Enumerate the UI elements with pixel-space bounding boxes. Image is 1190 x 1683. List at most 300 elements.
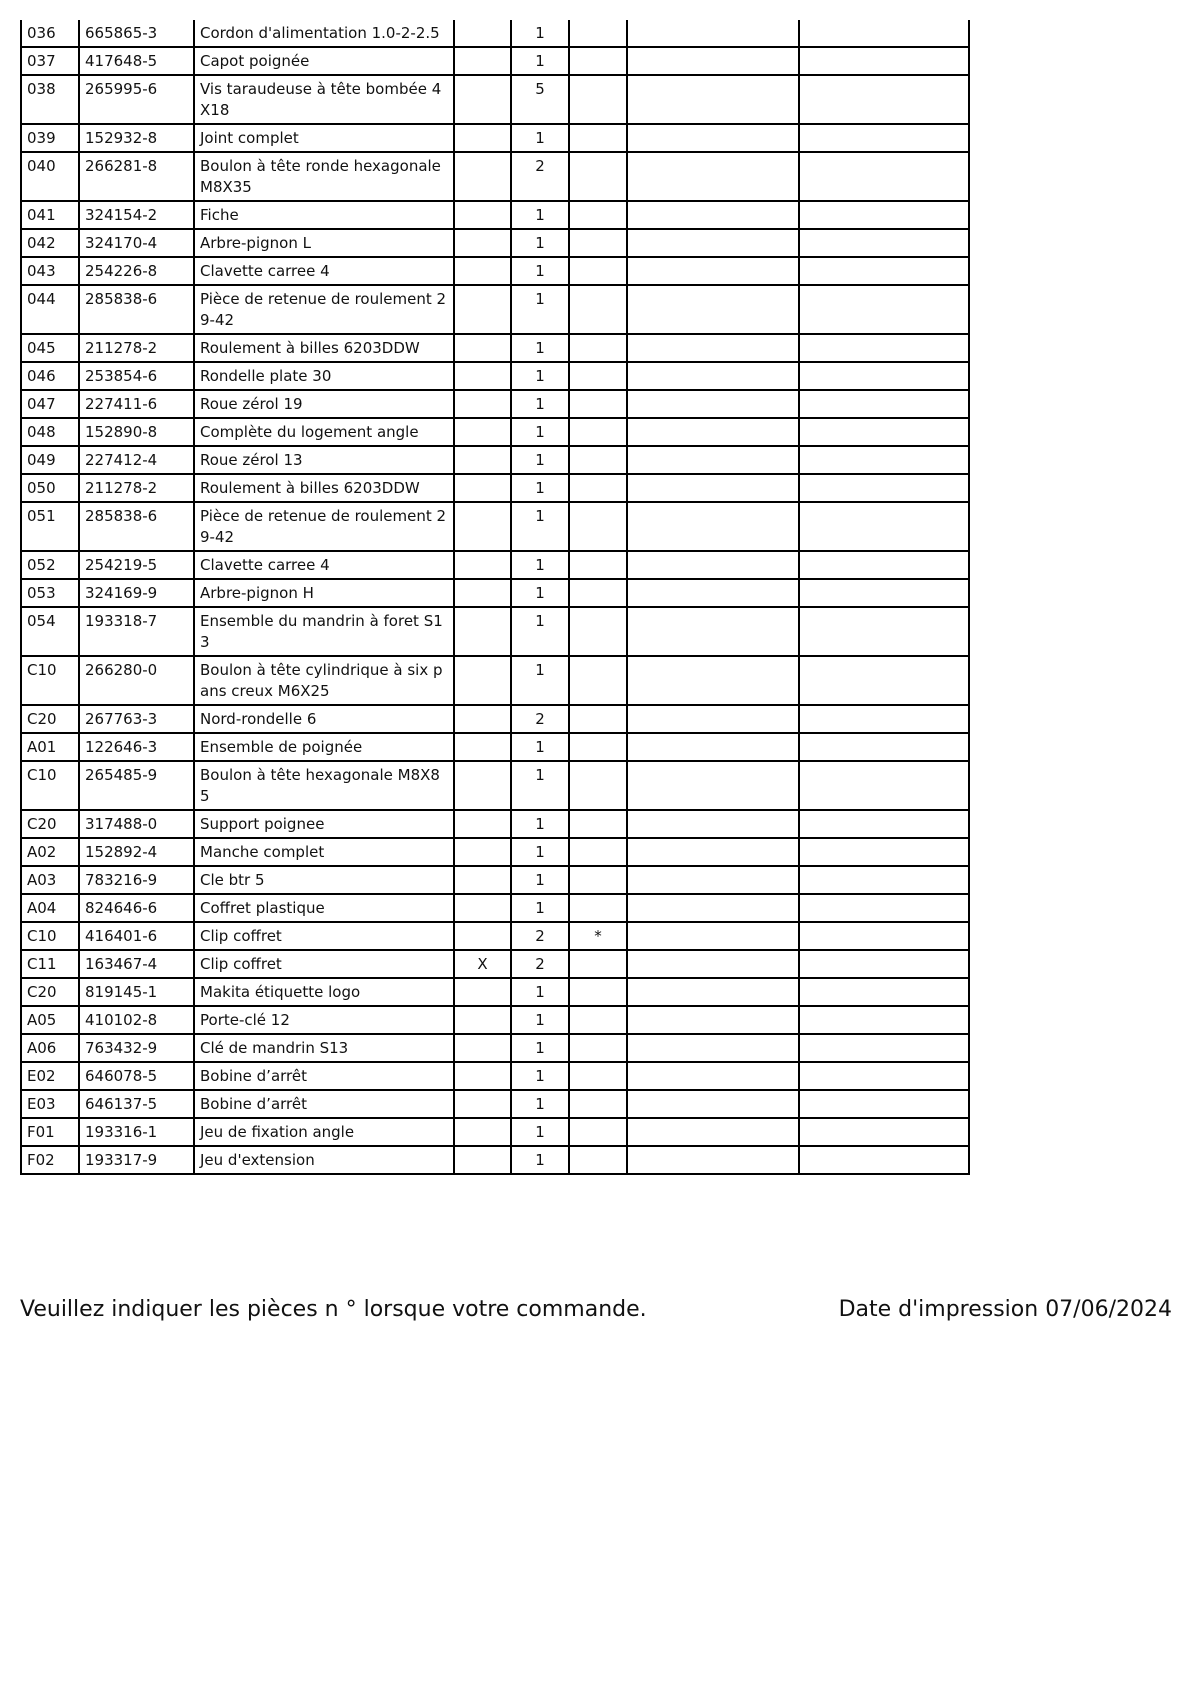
mark-cell (569, 502, 627, 551)
item-number-cell: 045 (21, 334, 79, 362)
table-row (21, 446, 969, 474)
description-cell: Makita étiquette logo (194, 978, 454, 1006)
description-cell: Arbre-pignon H (194, 579, 454, 607)
mark-cell (569, 20, 627, 47)
quantity-cell: 1 (511, 390, 569, 418)
note-cell-2 (799, 810, 969, 838)
table-row (21, 551, 969, 579)
note-cell-2 (799, 922, 969, 950)
table-row (21, 334, 969, 362)
note-cell-1 (627, 1062, 799, 1090)
note-cell-1 (627, 502, 799, 551)
description-cell: Roue zérol 19 (194, 390, 454, 418)
item-number-cell: 052 (21, 551, 79, 579)
part-number-cell: 163467-4 (79, 950, 194, 978)
table-row (21, 761, 969, 810)
description-cell: Vis taraudeuse à tête bombée 4X18 (194, 75, 454, 124)
quantity-cell: 1 (511, 285, 569, 334)
part-number-cell: 266280-0 (79, 656, 194, 705)
mark-cell (569, 418, 627, 446)
description-cell: Porte-clé 12 (194, 1006, 454, 1034)
flag-cell (454, 1062, 511, 1090)
flag-cell (454, 656, 511, 705)
note-cell-1 (627, 838, 799, 866)
quantity-cell: 1 (511, 607, 569, 656)
description-cell: Fiche (194, 201, 454, 229)
part-number-cell: 211278-2 (79, 474, 194, 502)
quantity-cell: 1 (511, 47, 569, 75)
part-number-cell: 152890-8 (79, 418, 194, 446)
flag-cell (454, 1118, 511, 1146)
description-cell: Manche complet (194, 838, 454, 866)
note-cell-1 (627, 201, 799, 229)
description-cell: Clip coffret (194, 950, 454, 978)
flag-cell (454, 362, 511, 390)
item-number-cell: A04 (21, 894, 79, 922)
flag-cell (454, 75, 511, 124)
mark-cell (569, 607, 627, 656)
quantity-cell: 1 (511, 446, 569, 474)
mark-cell (569, 285, 627, 334)
part-number-cell: 265485-9 (79, 761, 194, 810)
flag-cell (454, 47, 511, 75)
note-cell-1 (627, 1118, 799, 1146)
part-number-cell: 646078-5 (79, 1062, 194, 1090)
note-cell-2 (799, 1062, 969, 1090)
description-cell: Rondelle plate 30 (194, 362, 454, 390)
note-cell-1 (627, 866, 799, 894)
note-cell-2 (799, 152, 969, 201)
item-number-cell: 041 (21, 201, 79, 229)
quantity-cell: 1 (511, 1062, 569, 1090)
flag-cell (454, 579, 511, 607)
note-cell-2 (799, 607, 969, 656)
note-cell-2 (799, 705, 969, 733)
flag-cell (454, 1034, 511, 1062)
table-row (21, 1034, 969, 1062)
flag-cell (454, 229, 511, 257)
flag-cell (454, 285, 511, 334)
item-number-cell: C10 (21, 922, 79, 950)
quantity-cell: 1 (511, 474, 569, 502)
description-cell: Boulon à tête ronde hexagonale M8X35 (194, 152, 454, 201)
quantity-cell: 2 (511, 152, 569, 201)
quantity-cell: 1 (511, 1090, 569, 1118)
part-number-cell: 324169-9 (79, 579, 194, 607)
table-row (21, 866, 969, 894)
part-number-cell: 193316-1 (79, 1118, 194, 1146)
note-cell-1 (627, 810, 799, 838)
description-cell: Coffret plastique (194, 894, 454, 922)
item-number-cell: 038 (21, 75, 79, 124)
part-number-cell: 253854-6 (79, 362, 194, 390)
note-cell-1 (627, 418, 799, 446)
description-cell: Clé de mandrin S13 (194, 1034, 454, 1062)
flag-cell (454, 390, 511, 418)
note-cell-1 (627, 978, 799, 1006)
mark-cell (569, 1090, 627, 1118)
part-number-cell: 267763-3 (79, 705, 194, 733)
note-cell-2 (799, 229, 969, 257)
item-number-cell: 040 (21, 152, 79, 201)
quantity-cell: 1 (511, 334, 569, 362)
flag-cell: X (454, 950, 511, 978)
part-number-cell: 824646-6 (79, 894, 194, 922)
part-number-cell: 193318-7 (79, 607, 194, 656)
note-cell-2 (799, 390, 969, 418)
mark-cell (569, 474, 627, 502)
mark-cell (569, 761, 627, 810)
table-row (21, 502, 969, 551)
description-cell: Arbre-pignon L (194, 229, 454, 257)
table-row (21, 124, 969, 152)
note-cell-2 (799, 1146, 969, 1174)
flag-cell (454, 894, 511, 922)
note-cell-1 (627, 124, 799, 152)
description-cell: Complète du logement angle (194, 418, 454, 446)
table-row (21, 810, 969, 838)
part-number-cell: 152892-4 (79, 838, 194, 866)
part-number-cell: 324154-2 (79, 201, 194, 229)
quantity-cell: 1 (511, 733, 569, 761)
item-number-cell: 037 (21, 47, 79, 75)
mark-cell (569, 47, 627, 75)
note-cell-2 (799, 1034, 969, 1062)
part-number-cell: 285838-6 (79, 285, 194, 334)
note-cell-1 (627, 285, 799, 334)
part-number-cell: 646137-5 (79, 1090, 194, 1118)
flag-cell (454, 607, 511, 656)
flag-cell (454, 201, 511, 229)
flag-cell (454, 761, 511, 810)
mark-cell (569, 362, 627, 390)
quantity-cell: 1 (511, 866, 569, 894)
quantity-cell: 1 (511, 579, 569, 607)
note-cell-1 (627, 390, 799, 418)
table-row (21, 474, 969, 502)
description-cell: Nord-rondelle 6 (194, 705, 454, 733)
item-number-cell: F01 (21, 1118, 79, 1146)
flag-cell (454, 705, 511, 733)
part-number-cell: 665865-3 (79, 20, 194, 47)
note-cell-1 (627, 229, 799, 257)
note-cell-1 (627, 922, 799, 950)
table-row (21, 1146, 969, 1174)
note-cell-1 (627, 733, 799, 761)
mark-cell (569, 75, 627, 124)
part-number-cell: 227411-6 (79, 390, 194, 418)
flag-cell (454, 124, 511, 152)
flag-cell (454, 334, 511, 362)
note-cell-2 (799, 894, 969, 922)
flag-cell (454, 922, 511, 950)
description-cell: Cordon d'alimentation 1.0-2-2.5 (194, 20, 454, 47)
flag-cell (454, 502, 511, 551)
note-cell-2 (799, 285, 969, 334)
note-cell-1 (627, 950, 799, 978)
note-cell-1 (627, 1006, 799, 1034)
item-number-cell: E02 (21, 1062, 79, 1090)
quantity-cell: 1 (511, 1118, 569, 1146)
note-cell-2 (799, 1006, 969, 1034)
quantity-cell: 1 (511, 201, 569, 229)
table-row (21, 418, 969, 446)
mark-cell (569, 551, 627, 579)
description-cell: Clavette carree 4 (194, 551, 454, 579)
mark-cell (569, 124, 627, 152)
note-cell-1 (627, 362, 799, 390)
flag-cell (454, 20, 511, 47)
quantity-cell: 1 (511, 362, 569, 390)
note-cell-2 (799, 866, 969, 894)
note-cell-1 (627, 761, 799, 810)
note-cell-2 (799, 20, 969, 47)
mark-cell (569, 229, 627, 257)
table-row (21, 950, 969, 978)
note-cell-2 (799, 418, 969, 446)
item-number-cell: A03 (21, 866, 79, 894)
item-number-cell: E03 (21, 1090, 79, 1118)
quantity-cell: 1 (511, 502, 569, 551)
quantity-cell: 2 (511, 705, 569, 733)
note-cell-2 (799, 656, 969, 705)
quantity-cell: 2 (511, 922, 569, 950)
note-cell-2 (799, 579, 969, 607)
part-number-cell: 324170-4 (79, 229, 194, 257)
part-number-cell: 193317-9 (79, 1146, 194, 1174)
table-row (21, 656, 969, 705)
table-row (21, 152, 969, 201)
description-cell: Bobine d’arrêt (194, 1090, 454, 1118)
flag-cell (454, 733, 511, 761)
note-cell-2 (799, 124, 969, 152)
table-row (21, 733, 969, 761)
table-row (21, 705, 969, 733)
part-number-cell: 819145-1 (79, 978, 194, 1006)
mark-cell (569, 446, 627, 474)
mark-cell (569, 656, 627, 705)
flag-cell (454, 474, 511, 502)
part-number-cell: 265995-6 (79, 75, 194, 124)
description-cell: Ensemble de poignée (194, 733, 454, 761)
mark-cell (569, 733, 627, 761)
quantity-cell: 1 (511, 229, 569, 257)
table-row (21, 47, 969, 75)
part-number-cell: 285838-6 (79, 502, 194, 551)
flag-cell (454, 838, 511, 866)
mark-cell (569, 201, 627, 229)
note-cell-1 (627, 656, 799, 705)
note-cell-1 (627, 551, 799, 579)
item-number-cell: 049 (21, 446, 79, 474)
mark-cell (569, 705, 627, 733)
print-date: Date d'impression 07/06/2024 (838, 1297, 1172, 1322)
table-row (21, 607, 969, 656)
item-number-cell: C10 (21, 656, 79, 705)
mark-cell (569, 334, 627, 362)
note-cell-1 (627, 446, 799, 474)
quantity-cell: 2 (511, 950, 569, 978)
quantity-cell: 1 (511, 1034, 569, 1062)
description-cell: Boulon à tête hexagonale M8X85 (194, 761, 454, 810)
description-cell: Ensemble du mandrin à foret S13 (194, 607, 454, 656)
note-cell-1 (627, 1090, 799, 1118)
mark-cell (569, 579, 627, 607)
item-number-cell: C20 (21, 705, 79, 733)
table-row (21, 257, 969, 285)
note-cell-1 (627, 607, 799, 656)
part-number-cell: 254226-8 (79, 257, 194, 285)
mark-cell (569, 866, 627, 894)
table-row (21, 1118, 969, 1146)
note-cell-1 (627, 579, 799, 607)
quantity-cell: 1 (511, 257, 569, 285)
item-number-cell: F02 (21, 1146, 79, 1174)
note-cell-2 (799, 733, 969, 761)
item-number-cell: 048 (21, 418, 79, 446)
table-row (21, 1006, 969, 1034)
item-number-cell: 039 (21, 124, 79, 152)
table-row (21, 390, 969, 418)
mark-cell (569, 390, 627, 418)
table-row (21, 1090, 969, 1118)
note-cell-2 (799, 201, 969, 229)
item-number-cell: C10 (21, 761, 79, 810)
table-row (21, 285, 969, 334)
table-row (21, 838, 969, 866)
item-number-cell: 044 (21, 285, 79, 334)
item-number-cell: A02 (21, 838, 79, 866)
quantity-cell: 1 (511, 551, 569, 579)
part-number-cell: 317488-0 (79, 810, 194, 838)
note-cell-2 (799, 761, 969, 810)
quantity-cell: 1 (511, 978, 569, 1006)
quantity-cell: 1 (511, 1006, 569, 1034)
table-row (21, 20, 969, 47)
description-cell: Joint complet (194, 124, 454, 152)
note-cell-1 (627, 894, 799, 922)
quantity-cell: 1 (511, 656, 569, 705)
mark-cell (569, 152, 627, 201)
mark-cell (569, 1118, 627, 1146)
description-cell: Jeu de fixation angle (194, 1118, 454, 1146)
note-cell-2 (799, 950, 969, 978)
note-cell-1 (627, 47, 799, 75)
table-row (21, 229, 969, 257)
note-cell-1 (627, 152, 799, 201)
item-number-cell: 036 (21, 20, 79, 47)
table-row (21, 894, 969, 922)
description-cell: Capot poignée (194, 47, 454, 75)
quantity-cell: 1 (511, 894, 569, 922)
note-cell-2 (799, 334, 969, 362)
note-cell-2 (799, 47, 969, 75)
table-row (21, 201, 969, 229)
note-cell-1 (627, 1034, 799, 1062)
note-cell-2 (799, 75, 969, 124)
flag-cell (454, 866, 511, 894)
note-cell-2 (799, 446, 969, 474)
part-number-cell: 417648-5 (79, 47, 194, 75)
part-number-cell: 254219-5 (79, 551, 194, 579)
part-number-cell: 763432-9 (79, 1034, 194, 1062)
mark-cell (569, 257, 627, 285)
item-number-cell: 042 (21, 229, 79, 257)
flag-cell (454, 1090, 511, 1118)
part-number-cell: 416401-6 (79, 922, 194, 950)
item-number-cell: 043 (21, 257, 79, 285)
description-cell: Pièce de retenue de roulement 29-42 (194, 502, 454, 551)
mark-cell (569, 1146, 627, 1174)
note-cell-2 (799, 257, 969, 285)
description-cell: Cle btr 5 (194, 866, 454, 894)
table-row (21, 75, 969, 124)
note-cell-2 (799, 551, 969, 579)
note-cell-1 (627, 75, 799, 124)
description-cell: Clip coffret (194, 922, 454, 950)
quantity-cell: 1 (511, 418, 569, 446)
quantity-cell: 5 (511, 75, 569, 124)
note-cell-2 (799, 1118, 969, 1146)
part-number-cell: 410102-8 (79, 1006, 194, 1034)
note-cell-1 (627, 705, 799, 733)
quantity-cell: 1 (511, 124, 569, 152)
description-cell: Pièce de retenue de roulement 29-42 (194, 285, 454, 334)
parts-table (20, 20, 970, 1175)
item-number-cell: A01 (21, 733, 79, 761)
note-cell-1 (627, 334, 799, 362)
quantity-cell: 1 (511, 1146, 569, 1174)
flag-cell (454, 418, 511, 446)
mark-cell (569, 894, 627, 922)
flag-cell (454, 257, 511, 285)
description-cell: Support poignee (194, 810, 454, 838)
mark-cell (569, 810, 627, 838)
flag-cell (454, 1146, 511, 1174)
quantity-cell: 1 (511, 761, 569, 810)
parts-list-sheet (20, 20, 968, 1175)
description-cell: Roue zérol 13 (194, 446, 454, 474)
item-number-cell: 054 (21, 607, 79, 656)
table-row (21, 362, 969, 390)
item-number-cell: C11 (21, 950, 79, 978)
note-cell-2 (799, 838, 969, 866)
table-row (21, 1062, 969, 1090)
mark-cell: * (569, 922, 627, 950)
description-cell: Bobine d’arrêt (194, 1062, 454, 1090)
note-cell-1 (627, 474, 799, 502)
quantity-cell: 1 (511, 810, 569, 838)
flag-cell (454, 152, 511, 201)
item-number-cell: A06 (21, 1034, 79, 1062)
note-cell-1 (627, 257, 799, 285)
item-number-cell: A05 (21, 1006, 79, 1034)
item-number-cell: C20 (21, 810, 79, 838)
note-cell-2 (799, 1090, 969, 1118)
table-row (21, 579, 969, 607)
description-cell: Clavette carree 4 (194, 257, 454, 285)
description-cell: Roulement à billes 6203DDW (194, 474, 454, 502)
item-number-cell: 046 (21, 362, 79, 390)
flag-cell (454, 978, 511, 1006)
mark-cell (569, 978, 627, 1006)
description-cell: Boulon à tête cylindrique à six pans creux M6X25 (194, 656, 454, 705)
flag-cell (454, 1006, 511, 1034)
item-number-cell: 047 (21, 390, 79, 418)
note-cell-2 (799, 474, 969, 502)
part-number-cell: 266281-8 (79, 152, 194, 201)
note-cell-2 (799, 502, 969, 551)
